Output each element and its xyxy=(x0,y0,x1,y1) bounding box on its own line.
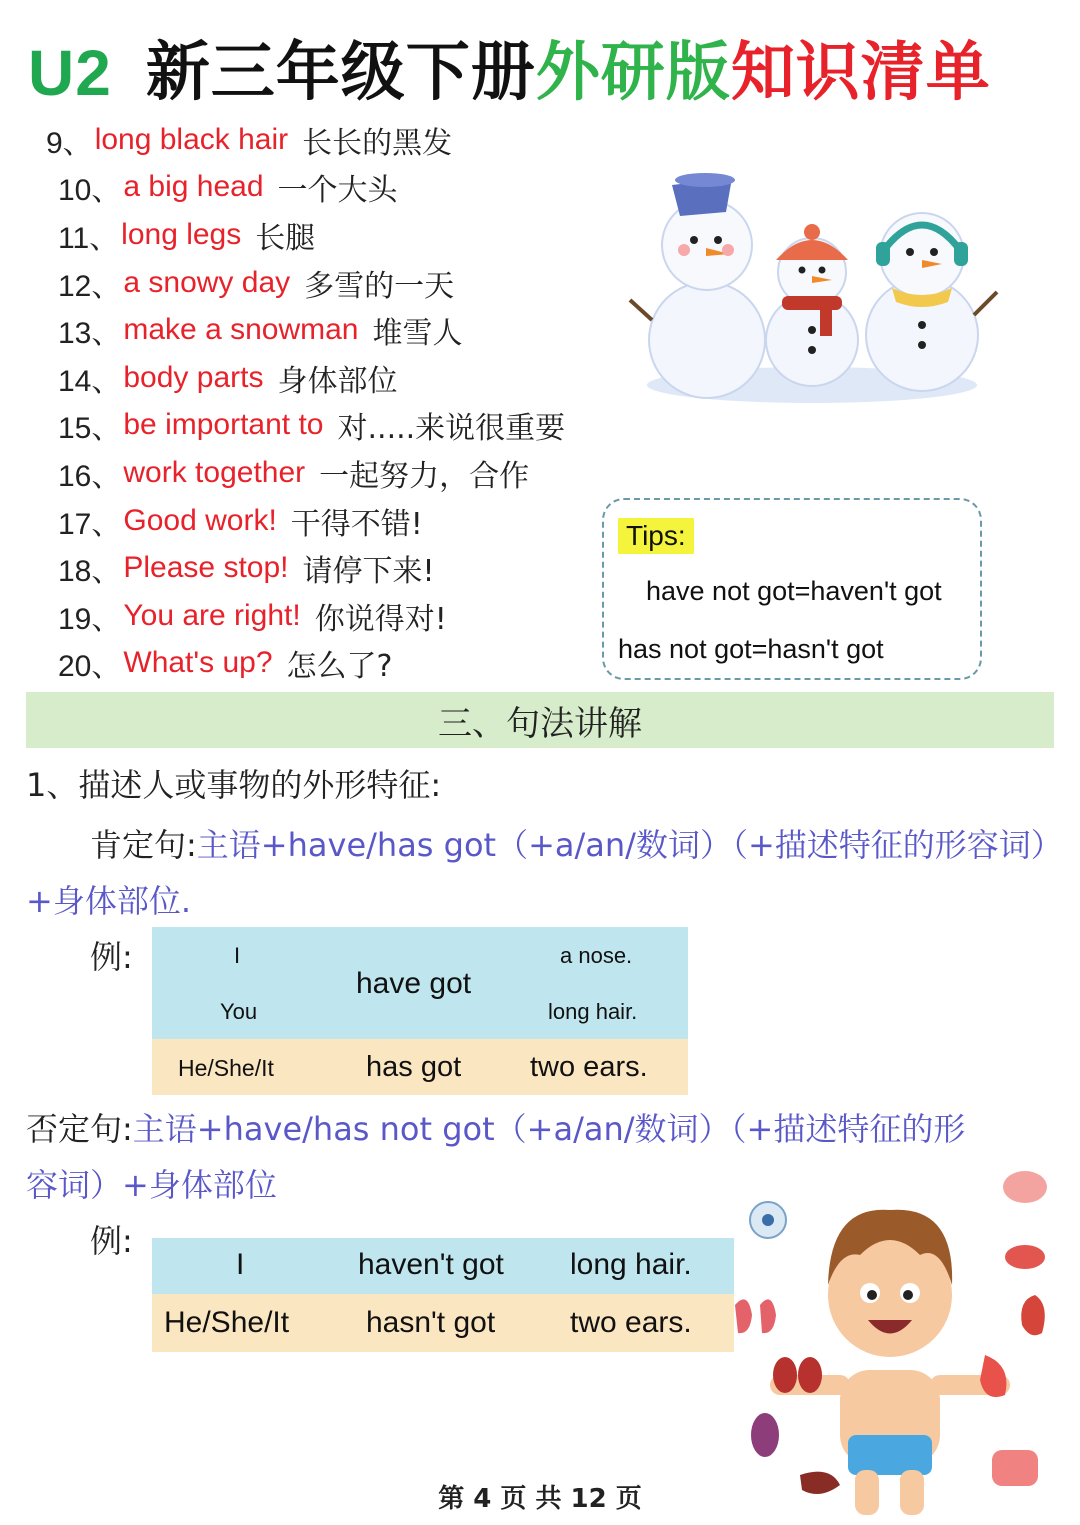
vocab-chinese: 多雪的一天 xyxy=(304,268,455,304)
vocab-number: 19、 xyxy=(58,602,122,636)
tips-line: has not got=hasn't got xyxy=(618,634,884,664)
section-title: 三、句法讲解 xyxy=(26,692,1054,748)
table-cell: hasn't got xyxy=(366,1306,496,1339)
vocab-chinese: 身体部位 xyxy=(277,363,398,399)
vocab-chinese: 对.....来说很重要 xyxy=(337,411,566,447)
vocab-item xyxy=(46,116,626,164)
table-cell: long hair. xyxy=(570,1248,692,1281)
vocab-item xyxy=(46,164,626,212)
vocab-chinese: 干得不错! xyxy=(290,506,423,542)
table-cell: I xyxy=(236,1248,245,1281)
table-cell: You xyxy=(220,999,258,1024)
table-cell: I xyxy=(234,943,241,968)
vocab-chinese: 请停下来! xyxy=(302,554,435,590)
table-cell: a nose. xyxy=(560,943,633,968)
vocab-chinese: 长长的黑发 xyxy=(302,125,453,161)
vocab-item xyxy=(46,211,626,259)
vocab-item xyxy=(46,354,626,402)
vocab-number: 10、 xyxy=(58,174,122,208)
vocab-number: 18、 xyxy=(58,555,122,589)
vocab-item xyxy=(46,306,626,354)
vocab-english: a big head xyxy=(123,170,264,204)
body-parts-illustration xyxy=(730,1165,1070,1520)
table-cell: two ears. xyxy=(570,1306,692,1339)
vocab-item xyxy=(46,449,626,497)
vocab-english: long black hair xyxy=(94,122,289,156)
positive-label: 肯定句: xyxy=(90,826,197,864)
title-main: 新三年级下册 xyxy=(145,36,536,110)
table-cell: have got xyxy=(356,967,472,1000)
vocab-number: 14、 xyxy=(58,364,122,398)
vocab-english: a snowy day xyxy=(123,265,291,299)
table-cell: two ears. xyxy=(530,1051,648,1083)
positive-example-table xyxy=(152,927,688,1095)
vocab-number: 12、 xyxy=(58,269,122,303)
vocab-english: make a snowman xyxy=(123,313,359,347)
negative-sentence-rule xyxy=(26,1104,965,1150)
example-label: 例: xyxy=(90,1222,133,1260)
table-cell: long hair. xyxy=(548,999,638,1024)
tips-box xyxy=(602,498,982,680)
table-cell: He/She/It xyxy=(164,1306,290,1339)
vocab-english: Good work! xyxy=(123,503,277,537)
negative-example-table xyxy=(152,1238,734,1352)
vocab-item xyxy=(46,497,626,545)
vocab-chinese: 一起努力，合作 xyxy=(319,458,530,494)
positive-formula: 主语+have/has got（+a/an/数词）（+描述特征的形容词） xyxy=(196,826,1063,864)
vocab-number: 15、 xyxy=(58,412,122,446)
vocab-number: 16、 xyxy=(58,459,122,493)
vocab-english: Please stop! xyxy=(123,551,289,585)
vocab-item xyxy=(46,544,626,592)
vocab-item xyxy=(46,259,626,307)
vocab-english: long legs xyxy=(121,217,242,251)
vocab-number: 13、 xyxy=(58,317,122,351)
vocab-english: body parts xyxy=(123,360,264,394)
positive-sentence-rule xyxy=(90,820,1063,866)
positive-formula-end: +身体部位. xyxy=(26,882,191,920)
vocab-item xyxy=(46,402,626,450)
vocab-item xyxy=(46,592,626,640)
vocab-english: You are right! xyxy=(123,598,301,632)
negative-label: 否定句: xyxy=(26,1110,133,1148)
negative-formula-end: 容词）+身体部位 xyxy=(26,1166,277,1204)
vocab-list xyxy=(46,116,626,687)
vocab-number: 20、 xyxy=(58,650,122,684)
unit-label: U2 xyxy=(28,37,112,109)
table-cell: haven't got xyxy=(358,1248,504,1281)
page-title xyxy=(28,28,991,118)
vocab-chinese: 你说得对! xyxy=(314,601,447,637)
vocab-chinese: 长腿 xyxy=(255,220,316,256)
example-label: 例: xyxy=(90,938,133,976)
tips-label: Tips: xyxy=(618,518,694,554)
vocab-chinese: 一个大头 xyxy=(277,173,398,209)
vocab-chinese: 堆雪人 xyxy=(372,316,463,352)
vocab-number: 11、 xyxy=(58,221,120,255)
tips-line: have not got=haven't got xyxy=(646,576,942,606)
vocab-english: work together xyxy=(123,455,306,489)
table-cell: He/She/It xyxy=(178,1055,274,1081)
title-checklist: 知识清单 xyxy=(730,36,991,110)
title-edition: 外研版 xyxy=(535,36,731,110)
vocab-number: 9、 xyxy=(46,126,93,160)
section-heading: 1、描述人或事物的外形特征: xyxy=(26,766,442,804)
snowmen-illustration xyxy=(622,150,1002,410)
page-number: 第 4 页 共 12 页 xyxy=(438,1484,642,1514)
vocab-english: be important to xyxy=(123,408,324,442)
negative-formula: 主语+have/has not got（+a/an/数词）（+描述特征的形 xyxy=(132,1110,966,1148)
vocab-number: 17、 xyxy=(58,507,122,541)
vocab-english: What's up? xyxy=(123,646,273,680)
vocab-item xyxy=(46,640,626,688)
vocab-chinese: 怎么了? xyxy=(286,649,393,685)
table-cell: has got xyxy=(366,1051,462,1083)
